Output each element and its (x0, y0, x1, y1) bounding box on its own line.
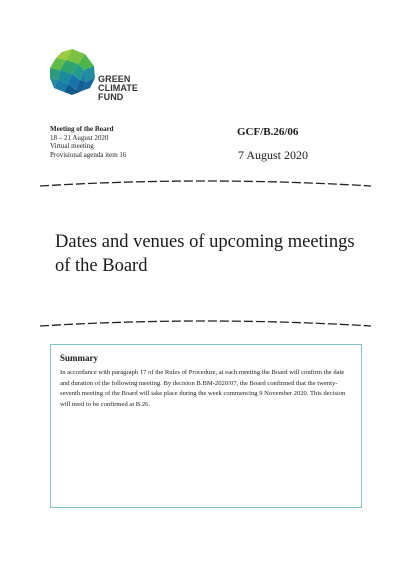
bottom-divider (38, 318, 373, 332)
logo-line-1: GREEN (98, 74, 131, 84)
document-title: Dates and venues of upcoming meetings of the Board (55, 232, 355, 276)
meeting-agenda-item: Provisional agenda item 16 (50, 150, 127, 159)
summary-box (50, 344, 362, 508)
logo-line-2: CLIMATE (98, 83, 139, 93)
document-code: GCF/B.26/06 (237, 126, 299, 138)
summary-heading: Summary (60, 353, 98, 363)
top-divider (38, 178, 373, 192)
meeting-info (50, 125, 126, 159)
meeting-title: Meeting of the Board (50, 125, 114, 133)
globe-logo-icon (48, 48, 96, 96)
meeting-location: Virtual meeting (50, 142, 94, 150)
summary-text: In accordance with paragraph 17 of the Rules of Procedure, at each meeting the Board will confirm the date and duration of the following meeting. By decision B.BM-2020/07, the Board confirmed that the twenty-seventh meeting of the Board will take place during the week commencing 9 November 2020. This decision will need to be confirmed at B.26. (60, 369, 346, 408)
logo-line-3: FUND (98, 92, 124, 102)
meeting-dates: 18 – 21 August 2020 (50, 133, 109, 142)
logo-wordmark (98, 75, 138, 102)
gcf-logo (48, 48, 148, 100)
document-date: 7 August 2020 (238, 148, 309, 162)
